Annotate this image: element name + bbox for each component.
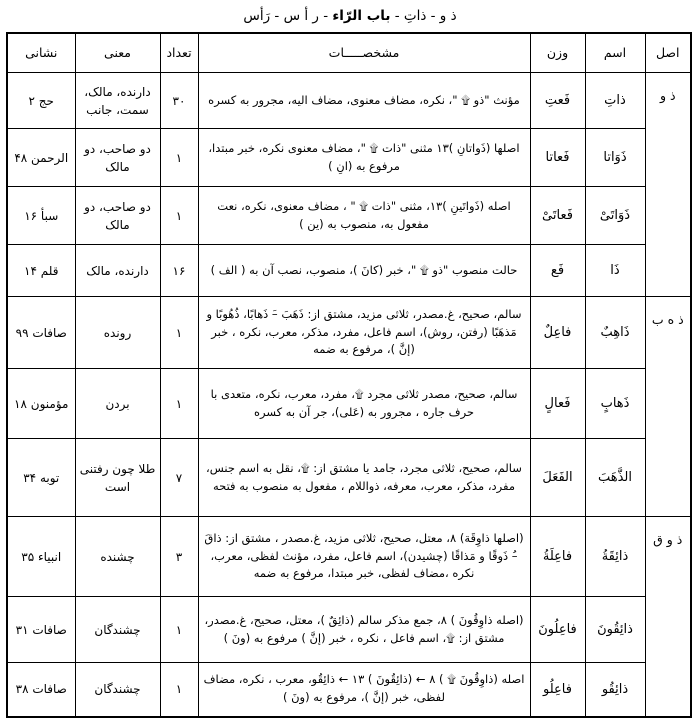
cell-word: ذائِقَةُ [585, 517, 645, 597]
cell-reference: توبه ۳۴ [7, 439, 75, 517]
table-row [7, 73, 691, 129]
cell-count: ۳۰ [160, 73, 198, 129]
cell-pattern: فَعاتا [530, 129, 585, 187]
cell-pattern: فاعِلُونَ [530, 597, 585, 663]
cell-meaning: دارنده، مالک [75, 245, 160, 297]
cell-pattern: فَعالٍ [530, 369, 585, 439]
cell-reference: سبأ ۱۶ [7, 187, 75, 245]
col-header-esm: اسم [585, 33, 645, 73]
cell-meaning: دو صاحب، دو مالک [75, 187, 160, 245]
col-header-neshani: نشانی [7, 33, 75, 73]
table-row [7, 597, 691, 663]
cell-details: اصلها (ذَواتانِ )۱۳ مثنی "ذات ۩ "، مضاف معنوی نکره، خبر مبتدا، مرفوع به (انِ ) [198, 129, 530, 187]
cell-reference: قلم ۱۴ [7, 245, 75, 297]
table-row [7, 663, 691, 717]
cell-reference: حج ۲ [7, 73, 75, 129]
title-chapter: باب الرّاء [332, 8, 391, 24]
cell-details: سالم، صحیح، غ.مصدر، ثلاثی مزید، مشتق از: ذَهَبَ –َ ذَهابًا، ذُهُوبًا و مَذهَبًا (رفتن، روش)، اسم فاعل، مفرد، مذکر، معرب، نکره ، خبر (إنَّ )، مرفوع به ضمه [198, 297, 530, 369]
cell-count: ۳ [160, 517, 198, 597]
cell-count: ۱ [160, 297, 198, 369]
title-suffix: - ر أ س - رَأس [243, 8, 333, 24]
table-row [7, 297, 691, 369]
cell-word: ذائِقُو [585, 663, 645, 717]
page-title [8, 8, 692, 24]
cell-pattern: فَعتِ [530, 73, 585, 129]
cell-count: ۷ [160, 439, 198, 517]
cell-details: مؤنث "ذو ۩ "، نکره، مضاف معنوی، مضاف الیه، مجرور به کسره [198, 73, 530, 129]
cell-word: ذَا [585, 245, 645, 297]
cell-meaning: طلا چون رفتنی است [75, 439, 160, 517]
cell-word: ذَاهِبٌ [585, 297, 645, 369]
cell-details: سالم، صحیح، مصدر ثلاثی مجرد ۩، مفرد، معرب، نکره، متعدی با حرف جاره ، مجرور به (عَلی)، جر آن به کسره [198, 369, 530, 439]
col-header-asl: اصل [645, 33, 691, 73]
col-header-mani: معنی [75, 33, 160, 73]
cell-pattern: فَع [530, 245, 585, 297]
cell-details: اصله (ذاوِقُونَ ۩ ) ۸ ← (ذائِقُونَ ) ۱۳ ← ذائِقُو، معرب ، نکره، مضاف لفظی، خبر (إنَّ )، مرفوع به (ونَ ) [198, 663, 530, 717]
cell-word: ذائِقُونَ [585, 597, 645, 663]
cell-count: ۱ [160, 663, 198, 717]
cell-root-zhb: ذ ه ب [645, 297, 691, 517]
cell-details: (اصلها ذاوِقَة) ۸، معتل، صحیح، ثلاثی مزید، غ.مصدر ، مشتق از: ذاقَ –ُ ذَوقًا و مَذاقًا (چشیدن)، اسم فاعل، مفرد، مؤنث لفظی، معرب، نکره ،مضاف لفظی، خبر مبتدا، مرفوع به ضمه [198, 517, 530, 597]
cell-details: (اصله ذاوِقُونَ ) ۸، جمع مذکر سالم (ذائِقٌ )، معتل، صحیح، غ.مصدر، مشتق از: ۩، اسم فاعل ، نکره ، خبر (إنَّ ) مرفوع به (ونَ ) [198, 597, 530, 663]
cell-reference: انبیاء ۳۵ [7, 517, 75, 597]
cell-meaning: دارنده، مالک، سمت، جانب [75, 73, 160, 129]
table-row [7, 369, 691, 439]
table-row [7, 439, 691, 517]
cell-reference: الرحمن ۴۸ [7, 129, 75, 187]
concordance-table [6, 32, 692, 718]
cell-meaning: چشنده [75, 517, 160, 597]
cell-root-zav: ذ و [645, 73, 691, 297]
cell-reference: مؤمنون ۱۸ [7, 369, 75, 439]
cell-meaning: چشندگان [75, 597, 160, 663]
cell-root-zvq: ذ و ق [645, 517, 691, 717]
table-row [7, 129, 691, 187]
cell-reference: صافات ۹۹ [7, 297, 75, 369]
header-row [7, 33, 691, 73]
table-row [7, 517, 691, 597]
cell-details: سالم، صحیح، ثلاثی مجرد، جامد یا مشتق از: ۩، نقل به اسم جنس، مفرد، مذکر، معرب، معرفه، ذواللام ، مفعول به منصوب به فتحه [198, 439, 530, 517]
cell-pattern: فاعِلُو [530, 663, 585, 717]
table-row [7, 187, 691, 245]
cell-meaning: دو صاحب، دو مالک [75, 129, 160, 187]
cell-count: ۱ [160, 129, 198, 187]
col-header-moshakhasat: مشخصـــــات [198, 33, 530, 73]
table-row [7, 245, 691, 297]
cell-count: ۱۶ [160, 245, 198, 297]
cell-count: ۱ [160, 597, 198, 663]
cell-reference: صافات ۳۸ [7, 663, 75, 717]
cell-pattern: فاعِلٌ [530, 297, 585, 369]
cell-meaning: چشندگان [75, 663, 160, 717]
cell-word: ذاتِ [585, 73, 645, 129]
cell-meaning: رونده [75, 297, 160, 369]
cell-count: ۱ [160, 369, 198, 439]
cell-count: ۱ [160, 187, 198, 245]
cell-word: ذَوَاتَیْ [585, 187, 645, 245]
cell-details: حالت منصوب "ذو ۩ "، خبر (کانَ )، منصوب، نصب آن به ( الف ) [198, 245, 530, 297]
cell-word: ذَهابٍ [585, 369, 645, 439]
cell-word: ذَوَاتا [585, 129, 645, 187]
cell-reference: صافات ۳۱ [7, 597, 75, 663]
cell-pattern: فاعِلَةُ [530, 517, 585, 597]
cell-meaning: بردن [75, 369, 160, 439]
cell-details: اصله (ذَواتَینِ )۱۳، مثنی "ذات ۩ " ، مضاف معنوی، نکره، نعت مفعول به، منصوب به (ین ) [198, 187, 530, 245]
col-header-tedad: تعداد [160, 33, 198, 73]
title-prefix: ذ و - ذاتِ - [390, 8, 457, 24]
cell-pattern: الفَعَلَ [530, 439, 585, 517]
col-header-vazn: وزن [530, 33, 585, 73]
cell-word: الذَّهَبَ [585, 439, 645, 517]
cell-pattern: فَعاتَیْ [530, 187, 585, 245]
